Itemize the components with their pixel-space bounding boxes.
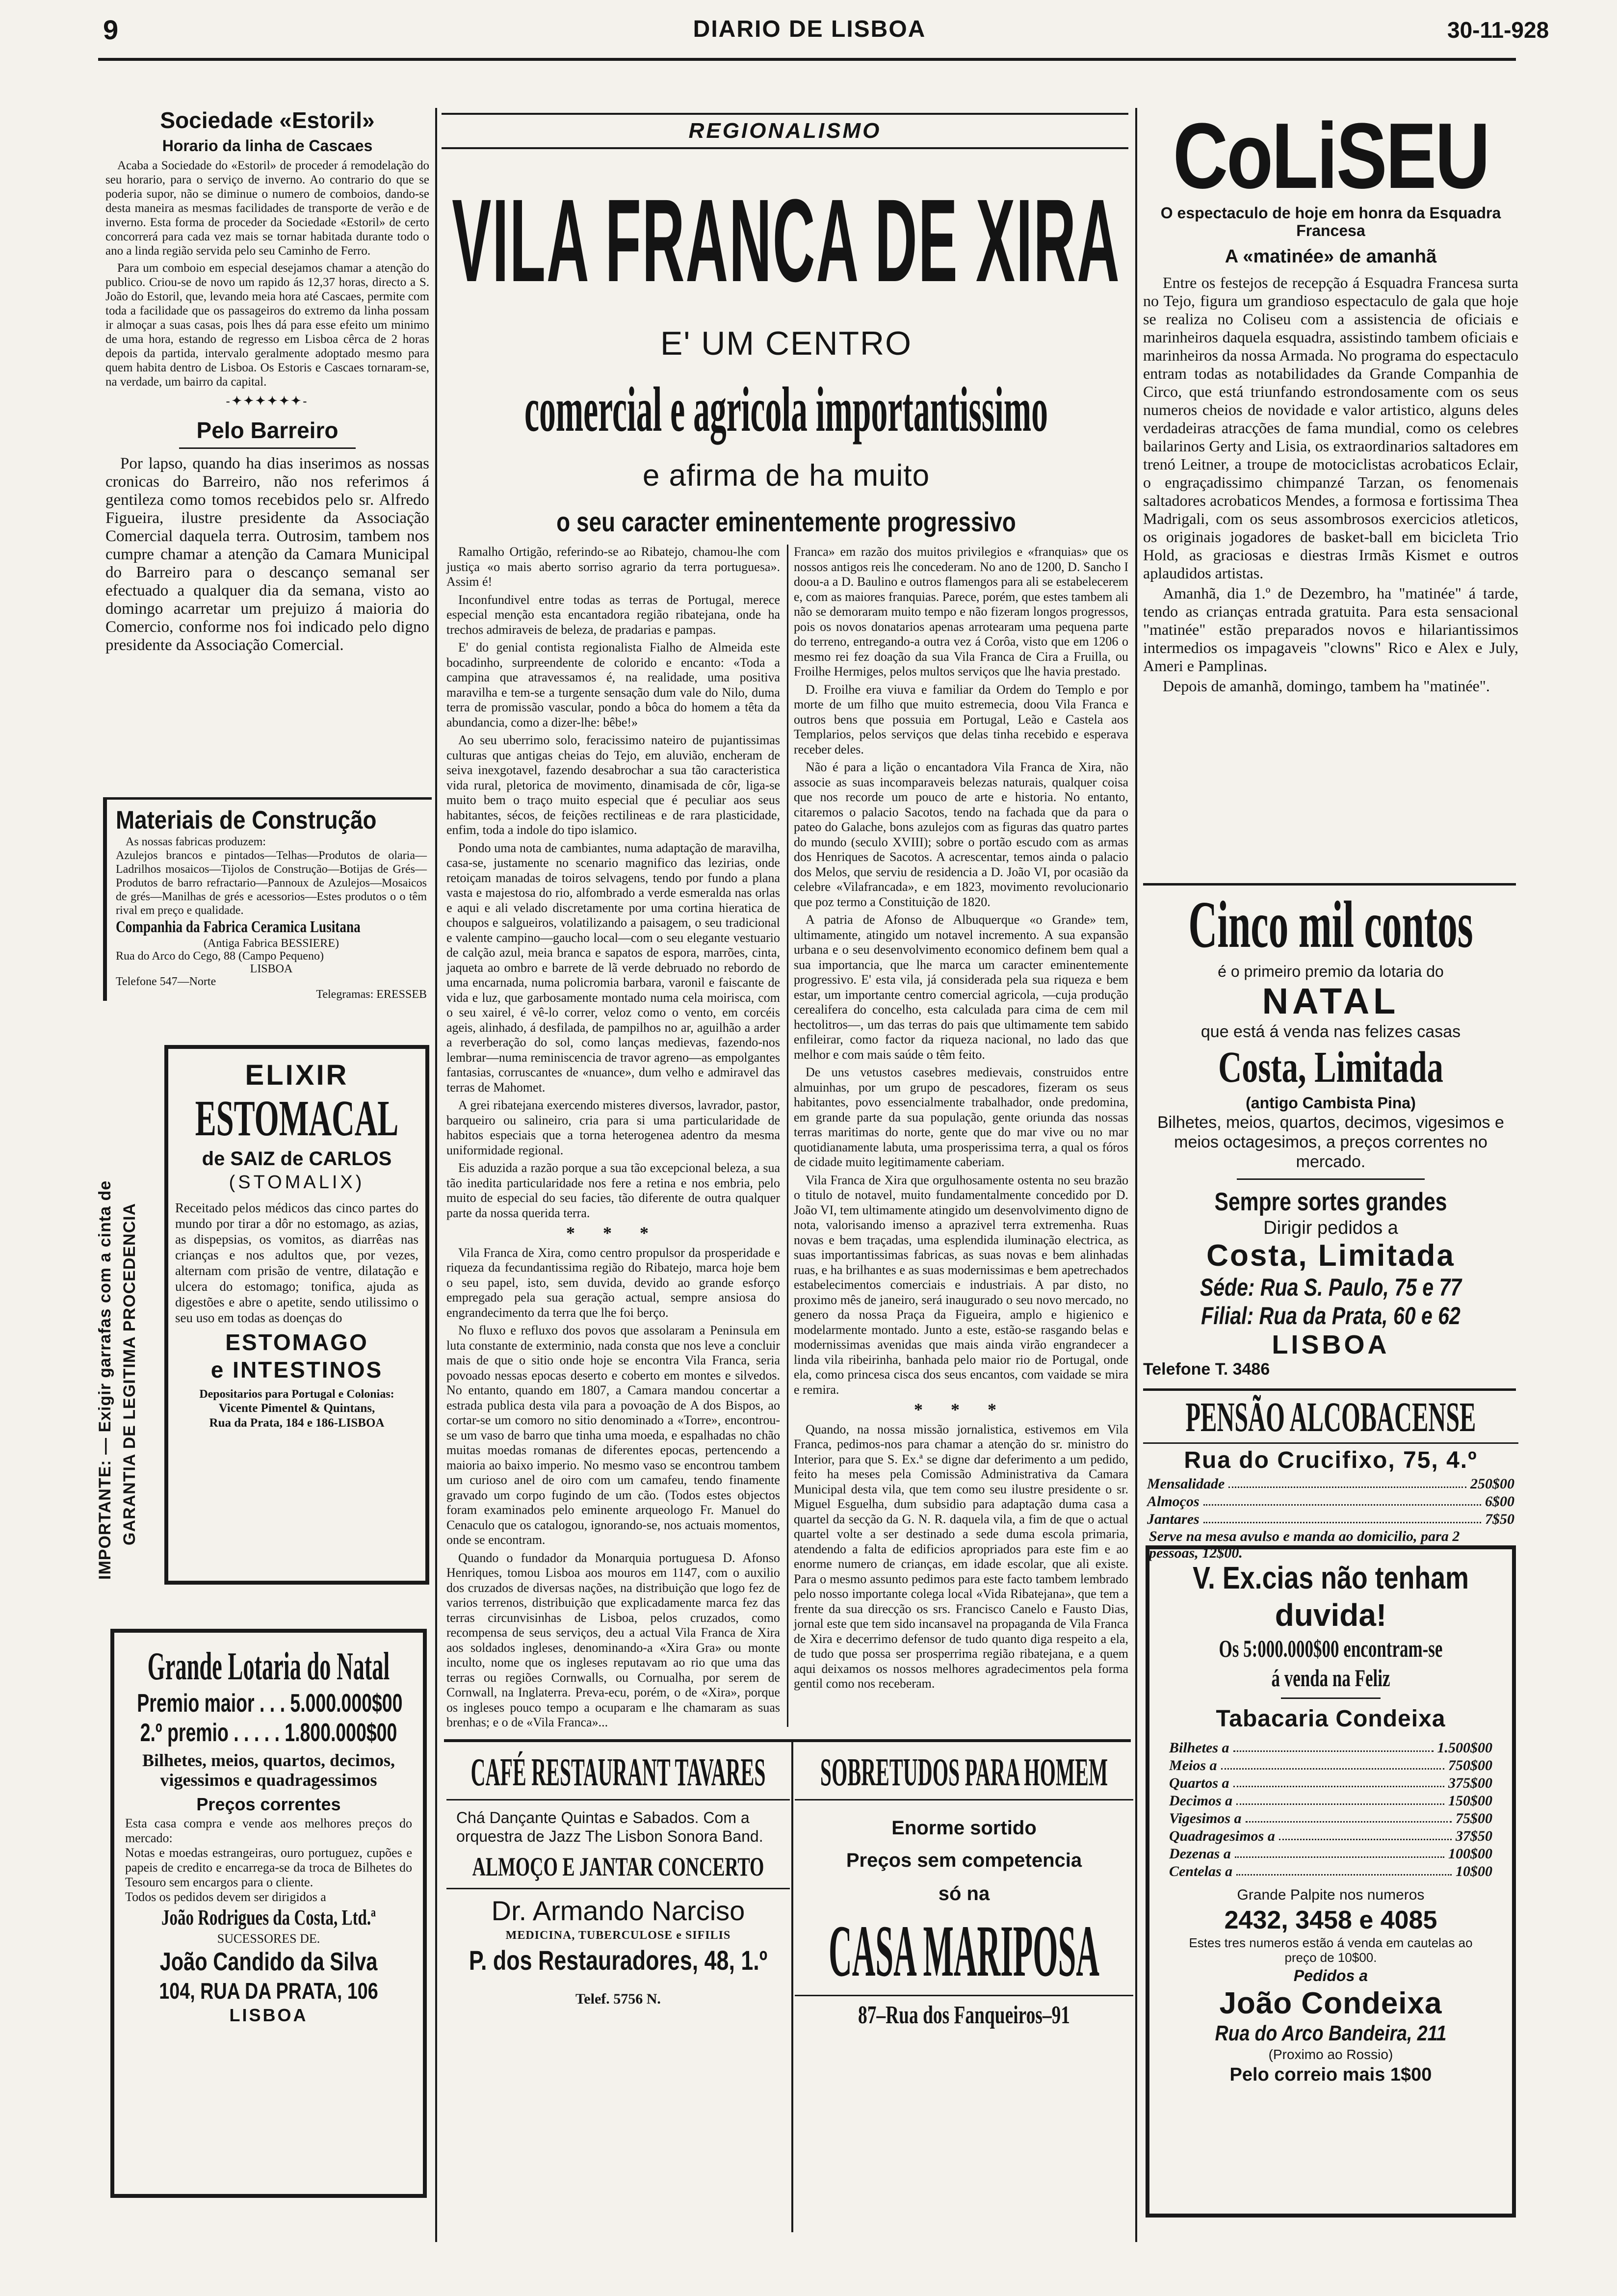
article-inner-rule — [787, 545, 788, 1727]
article-paragraph: Quando o fundador da Monarquia portuguesa D. Afonso Henriques, tomou Lisboa aos mouros em 1147, com o auxilio dos cruzados de diversas nações, na distribuição que logo fez de varios terrenos, distribuição que explicadamente marca fez das terras circunvisinhas de Lisboa, pelos cruzados, como recompensa de seus serviços, deu a actual Vila Franca de Xira aos soldados ingleses, denominando-a «Xira Gra» ou monte inculto, nome que os ingleses reputavam ao rio que uma das terras ou regiões Cornwalls, ou Cornualha, por serem de Cornwall, na Inglaterra. Preva-ecu, porém, o de «Xira», porque os ingleses pouco tempo a ocuparam e lhe chamaram as suas brenhas; e o de «Vila Franca»... — [446, 1550, 780, 1729]
cinco-title: Cinco mil contos — [1188, 888, 1473, 962]
coliseu-subtitle: O espectaculo de hoje em honra da Esquadra Francesa — [1160, 204, 1501, 239]
narciso-name: Dr. Armando Narciso — [491, 1895, 745, 1926]
condeixa-near: (Proximo ao Rossio) — [1268, 2047, 1393, 2062]
coliseu-text2: Amanhã, dia 1.º de Dezembro, ha "matinée" á tarde, tendo as crianças entrada gratuita. Para esta sensacional "matinée" estão preparados novos e hilariantissimos intermedios os impagaveis "clowns" Rico e Alex e July, Ameri e Pamplinas. — [1143, 584, 1518, 675]
deck-2: comercial e agricola importantissimo — [524, 374, 1048, 445]
elixir-title1: ELIXIR — [245, 1059, 349, 1091]
cinco-formerly: (antigo Cambista Pina) — [1246, 1094, 1416, 1112]
cinco-firm2: Costa, Limitada — [1206, 1239, 1455, 1273]
lotaria-items: Bilhetes, meios, quartos, decimos, vigessimos e quadragessimos — [142, 1750, 395, 1790]
elixir-side-text-2: GARANTIA DE LEGITIMA PROCEDENCIA — [120, 1202, 139, 1545]
pensao-row: Mensalidade 250$00 — [1147, 1476, 1514, 1492]
coliseu-sub2: A «matinée» de amanhã — [1225, 246, 1437, 267]
section-stars: * * * — [914, 1400, 1008, 1419]
pensao-row: Almoços 6$00 — [1147, 1493, 1514, 1510]
lotaria-prize1: Premio maior . . . 5.000.000$00 — [137, 1689, 403, 1718]
coliseu-text3: Depois de amanhã, domingo, tambem ha "matinée". — [1163, 677, 1490, 695]
section-stars: * * * — [566, 1223, 660, 1243]
lotaria-subtitle: Preços correntes — [196, 1794, 341, 1814]
condeixa-address: Rua do Arco Bandeira, 211 — [1215, 2021, 1447, 2045]
elixir-title2: ESTOMACAL — [195, 1090, 399, 1147]
lotaria-text1: Esta casa compra e vende aos melhores preços do mercado: — [125, 1816, 412, 1845]
barreiro-title: Pelo Barreiro — [196, 417, 339, 443]
coliseu-title: CoLiSEU — [1173, 104, 1489, 208]
article-paragraph: E' do genial contista regionalista Fialho de Almeida este bocadinho, surpreendente de colorido e encanto: «Toda a campina que atravessamos é, na realidade, uma positiva maravilha e tem-se a turgente sensação dum vale do Nilo, duma terra de promissão vascular, pondo a bôca do homem a têta da abundancia, como a dizer-lhe: bêbe!» — [446, 640, 780, 730]
cafe-text: Chá Dançante Quintas e Sabados. Com a orquestra de Jazz The Lisbon Sonora Band. — [456, 1809, 763, 1845]
estoril-title: Sociedade «Estoril» — [160, 107, 375, 133]
condeixa-row: Dezenas a 100$00 — [1169, 1846, 1492, 1862]
materiais-address: Rua do Arco do Cego, 88 (Campo Pequeno) — [116, 950, 324, 963]
cafe-tagline: ALMOÇO E JANTAR CONCERTO — [472, 1852, 764, 1881]
elixir-side-text-1: IMPORTANTE: — Exigir garrafas com a cinta de — [96, 1180, 114, 1580]
ornament-divider: -✦✦✦✦✦✦- — [226, 395, 309, 408]
article-paragraph: Inconfundivel entre todas as terras de Portugal, merece especial menção esta encantadora região ribatejana, onde ha trechos admiraveis de beleza, de pradarias e pampas. — [446, 592, 780, 637]
condeixa-post: Pelo correio mais 1$00 — [1229, 2064, 1432, 2085]
lotaria-text2: Notas e moedas estrangeiras, ouro portuguez, cupões e papeis de credito e encarrega-se da troca de Bilhetes do Tesouro sem encargos para o cliente. — [125, 1846, 412, 1889]
cinco-sorte: Sempre sortes grandes — [1214, 1188, 1447, 1216]
narciso-address: P. dos Restauradores, 48, 1.º — [469, 1945, 768, 1976]
article-paragraph: D. Froilhe era viuva e familiar da Ordem do Templo e por morte de um filho que muito estremecia, doou Vila Franca e outros bens que possuia em Portugal, Leão e Castela aos Templarios, pelos serviços que delas tinha recebido e esperava receber deles. — [794, 682, 1128, 757]
pensao-top-rule — [1143, 1388, 1516, 1391]
article-paragraph: Ramalho Ortigão, referindo-se ao Ribatejo, chamou-lhe com justiça «o mais aberto sorriso agrario da terra portuguesa». Assim é! — [446, 545, 780, 589]
pensao-address: Rua do Crucifixo, 75, 4.º — [1184, 1447, 1478, 1473]
article-paragraph: Vila Franca de Xira que orgulhosamente ostenta no seu brazão o titulo de notavel, muito fundamentalmente concedido por D. João VI, tem ultimamente atingido um desenvolvimento digno de nota, valorisando imenso a aprazivel terra extremenha. Ruas novas e bem traçadas, uma esplendida iluminação electrica, as suas importantissimas fabricas, as suas novas e bem alinhadas ruas, e ha brilhantes e as suas modernissimas e bem apetrechados estabelecimentos comerciais e industriais. A par disto, no proximo mês de janeiro, será inaugurado o seu novo mercado, no genero da nossa Praça da Figueira, amplo e higienico e modelarmente montado. Junto a este, estão-se rasgando belas e modernissimas avenidas que mais ainda virão engrandecer a linda vila ribeirinha, banhada pelo maior rio de Portugal, onde ela, como princesa cisca dos seus encantos, com vaidade se mira e remira. — [794, 1173, 1128, 1397]
pensao-note: Serve na mesa avulso e manda ao domicilio, para 2 pessoas, 12$00. — [1149, 1528, 1460, 1561]
article-col-2 — [794, 545, 1128, 1695]
cafe-ad — [446, 1749, 790, 2014]
lotaria-city: LISBOA — [229, 2005, 308, 2025]
sobretudos-address: 87–Rua dos Fanqueiros–91 — [858, 2001, 1070, 2029]
materiais-telegram: Telegramas: ERESSEB — [316, 988, 427, 1001]
materiais-phone: Telefone 547—Norte — [116, 975, 216, 988]
cinco-top-rule — [1143, 883, 1516, 886]
cinco-ad — [1143, 888, 1518, 1379]
barreiro-body: Por lapso, quando ha dias inserimos as nossas cronicas do Barreiro, não nos referimos á gentileza como tomos recebidos pelo sr. Alfredo Figueira, ilustre presidente da Associação Comercial daquela terra. Outrosim, tambem nos cumpre chamar a atenção da Camara Municipal do Barreiro para o descanço semanal ser efectuado a qualquer dia da semana, visto ao domingo acarretar um prejuizo á maioria do Comercio, conforme nos foi indicado pelo digno presidente da Associação Comercial. — [105, 455, 429, 654]
cinco-dirigir: Dirigir pedidos a — [1263, 1218, 1398, 1238]
ads-top-rule — [444, 1739, 1131, 1742]
cinco-phone: Telefone T. 3486 — [1143, 1360, 1270, 1379]
elixir-big2: e INTESTINOS — [210, 1357, 383, 1383]
lotaria-title: Grande Lotaria do Natal — [147, 1645, 390, 1688]
article-paragraph: No fluxo e refluxo dos povos que assolaram a Peninsula em luta constante de exterminio, nada consta que nos leve a concluir mais de que o sitio onde hoje se encontra Vila Franca, seria povoado nessas epocas deserto e coberto em montes e silvedos. No entanto, quando em 1807, a Camara mandou concertar a estrada publica desta vila para a povoação de A dos Bispos, ao cortar-se um comoro no sitio denominado a «Torre», encontrou-se um vaso de barro que tinha uma moeda, e espalhadas no chão muitas moedas romanas de diferentes epocas, pertencendo a maioria ao baixo imperio. No mesmo vaso se encontrou tambem um curioso anel de oiro com um camafeu, tendo finamente gravado um corpo fugindo de um cão. (Todos estes objectos foram examinados pelo eminente arqueologo Fr. Manuel do Cenaculo que os catalogou, ignorando-se, nos actuais momentos, onde se encontram. — [446, 1323, 780, 1547]
article-paragraph: A grei ribatejana exercendo misteres diversos, lavrador, pastor, barqueiro ou salineiro, cria para si uma particularidade de habitos especiais que a torna heterogenea adentro da mesma uniformidade regional. — [446, 1098, 780, 1157]
grande-lotaria-ad — [110, 1629, 427, 2198]
article-paragraph: Franca» em razão dos muitos privilegios e «franquias» que os nossos antigos reis lhe concederam. No ano de 1200, D. Sancho I doou-a a D. Baulino e outros flamengos para ali se estabelecerem e, com as maiores franquias. Parece, porém, que estes tambem ali não se demoraram muito tempo e não fizeram longos progressos, pois os novos donatarios apenas arrotearam uma pequena parte do terreno, entregando-a outra vez á Corôa, visto que em 1206 o mesmo rei fez doação da sua Vila Franca de Cira a Fruilla, ou Froilhe Hermiges, pelos multos serviços que lhe havia prestado. — [794, 545, 1128, 678]
elixir-company: Vicente Pimentel & Quintans, — [218, 1402, 375, 1415]
condeixa-row: Decimos a 150$00 — [1169, 1793, 1492, 1809]
cinco-filial: Filial: Rua da Prata, 60 e 62 — [1201, 1302, 1461, 1330]
article-paragraph: Pondo uma nota de cambiantes, numa adaptação de maravilha, casa-se, justamente no scenario magnifico das lezirias, onde retoiçam manadas de toiros selvagens, tendo por fundo a plana vasta e majestosa do rio, alfombrado a verde esmeralda nas orlas e aqui e ali velado discretamente por uma cortina hieratica de choupos e salgueiros, volatilizando a paisagem, o seu tradicional e valente campino—gaucho local—com o seu elegante vestuario de calção azul, meia branca e sapatos de espora, marrões, cinta, jaqueta ao ombro e barrete de lã verde debruado no rebordo de uma encarnada, numa policromia barbara, varonil e faiscante de vida e luz, que garbosamente montado numa cela moirisca, com o seu xairel, é vê-lo correr, veloz como o vento, em corcéis ageis, alinhado, á desfilada, de pampilhos no ar, aguilhão a arder a reverberação do sol, como lanças medievas, fazendo-nos lembrar—numa reminiscencia de travor agreno—as empolgantes fantasias, corruscantes de «nuance», dum velho e admiravel das terras de Mahomet. — [446, 840, 780, 1095]
article-paragraph: Não é para a lição o encantadora Vila Franca de Xira, não associe as suas incomparaveis belezas naturais, qualquer coisa que nos recorde um pouco de arte e historia. No entanto, citaremos o palacio Sacotos, tendo na fachada que da para o pateo do Galache, bons azulejos com as figuras das quatro partes do mundo (seculo XVIII); sobre o portão escudo com as armas dos Henriques de Sacotos. A acrescentar, temos ainda o palacio dos Melos, que serviu de residencia a D. João VI, por ocasião da celebre «Vilafrancada», e em 1823, movimento revolucionario que poz termo a Constituição de 1820. — [794, 760, 1128, 909]
pensao-title: PENSÃO ALCOBACENSE — [1185, 1393, 1476, 1440]
condeixa-row: Meios a 750$00 — [1169, 1757, 1492, 1774]
masthead-rule — [98, 58, 1516, 61]
deck-4: o seu caracter eminentemente progressivo — [556, 506, 1016, 537]
estoril-paragraph: Acaba a Sociedade do «Estoril» de proceder á remodelação do seu horario, para o serviço de inverno. Ao contrario do que se poderia supor, não se diminue o numero de comboios, dando-se desta maneira as mesmas facilidades de transporte de verão e de inverno. Esta forma de proceder da Sociedade «Estoril» de certo concorrerá para cada vez mais se tornar habitada durante todo o ano a linda região servida pelo seu Caminho de Ferro. — [105, 159, 429, 258]
page-number: 9 — [103, 14, 119, 45]
elixir-maker: de SAIZ de CARLOS — [202, 1148, 392, 1170]
section-label: REGIONALISMO — [688, 119, 882, 143]
deck-3: e afirma de ha muito — [642, 459, 930, 493]
condeixa-numbers: 2432, 3458 e 4085 — [1224, 1906, 1437, 1934]
condeixa-title1: V. Ex.cias não tenham — [1193, 1560, 1469, 1595]
barreiro-title-rule — [179, 447, 356, 449]
deck-1: E' UM CENTRO — [660, 325, 912, 362]
condeixa-name: João Condeixa — [1219, 1986, 1442, 2020]
article-paragraph: Ao seu uberrimo solo, feracissimo nateiro de pujantissimas culturas que antigas cheias do Tejo, em aluvião, encheram de seiva inexgotavel, fazendo desabrochar a sua tão caracteristica vida rural, pletorica de movimento, dinamisada de côr, liga-se muito bem o traço muito especial que é peculiar aos seus habitantes, sécos, de feições rectilineas e de rara plasticidade, enfim, toda a indole do tipo islamico. — [446, 733, 780, 837]
sobretudos-title: SOBRETUDOS PARA HOMEM — [820, 1751, 1108, 1794]
lotaria-text3: Todos os pedidos devem ser dirigidos a — [125, 1890, 326, 1904]
condeixa-line1: Os 5:000.000$00 encontram-se — [1219, 1635, 1443, 1662]
elixir-ad — [164, 1045, 429, 1585]
paper-name: DIARIO DE LISBOA — [693, 16, 926, 42]
coliseu-article — [1143, 104, 1518, 695]
elixir-big1: ESTOMAGO — [225, 1330, 368, 1355]
condeixa-row: Bilhetes a 1.500$00 — [1169, 1740, 1492, 1756]
pensao-ad — [1143, 1393, 1518, 1562]
condeixa-row: Quartos a 375$00 — [1169, 1775, 1492, 1791]
materiais-company: Companhia da Fabrica Ceramica Lusitana — [116, 918, 361, 936]
narciso-specialty: MEDICINA, TUBERCULOSE e SIFILIS — [505, 1929, 731, 1942]
sobretudos-shop: CASA MARIPOSA — [829, 1910, 1099, 1992]
article-paragraph: De uns vetustos casebres medievais, construidos entre almuinhas, por um grupo de pescadores, fizeram os seus habitantes, povo essencialmente trabalhador, onde predomina, em grande parte da sua população, gente oriunda das nossas terras maritimas do norte, gente que do mar vive ou no mar quotidianamente labuta, uma prosperissima terra, a qual os fóros de cidade muito legitimamente caberiam. — [794, 1065, 1128, 1169]
materiais-intro: As nossas fabricas produzem: — [126, 835, 266, 848]
pensao-row: Jantares 7$50 — [1147, 1511, 1514, 1527]
sobretudos-line3: só na — [938, 1883, 990, 1905]
elixir-text: Receitado pelos médicos das cinco partes do mundo por tirar a dôr no estomago, as azias, as dispepsias, os vomitos, as diarrêas nas crianças e nos adultos que, por vezes, alternam com prisão de ventre, dilatação e ulcera do estomago; tonifica, ajuda as digestões e abre o apetite, sendo utilissimo o seu uso em todas as doenças do — [175, 1200, 418, 1325]
estoril-body — [105, 158, 429, 389]
estoril-paragraph: Para um comboio em especial desejamos chamar a atenção do publico. Criou-se de novo um rapido ás 12,37 horas, directo a S. João do Estoril, que, levando meia hora até Cascaes, permite com toda a facilidade que os passageiros do extremo da linha possam ir almoçar a suas casas, pois lhes dá para esse efeito um minimo de uma hora, estando de regresso em Lisboa cêrca de 2 horas depois da partida, intervalo geralmente adoptado mesmo para quem habita dentro de Lisboa. Os Estoris e Cascaes tornaram-se, na verdade, um bairro da capital. — [105, 261, 429, 389]
materiais-ad — [103, 797, 432, 1001]
condeixa-row: Quadragesimos a 37$50 — [1169, 1828, 1492, 1844]
condeixa-ad — [1146, 1545, 1516, 2218]
condeixa-title2: duvida! — [1275, 1597, 1387, 1633]
narciso-phone: Telef. 5756 N. — [575, 1991, 661, 2007]
cinco-text: Bilhetes, meios, quartos, decimos, vigesimos e meios octagesimos, a preços correntes no mercado. — [1157, 1113, 1504, 1171]
issue-date: 30-11-928 — [1447, 17, 1549, 43]
elixir-sub: (STOMALIX) — [229, 1172, 365, 1193]
headline: VILA FRANCA DE XIRA — [452, 175, 1121, 306]
coliseu-text: Entre os festejos de recepção á Esquadra Francesa surta no Tejo, figura um grandioso espectaculo de gala que hoje se realiza no Coliseu com a assistencia de oficiais e marinheiros daquela esquadra, assistindo tambem oficiais e marinheiros da nossa Armada. No programa do espectaculo entram todas as notabilidades da Grande Companhia de Circo, que está triunfando estrondosamente com os seus numeros cheios de novidade e valor artistico, alguns deles verdadeiras atracções de fama mundial, como os celebres bailarinos Gerty and Lisia, os extraordinarios saltadores em trenó Leitner, a troupe de motociclistas acrobaticos Eclair, o engraçadissimo chimpanzé Tarzan, os fenomenais saltadores acrobaticos Mendes, a formosa e fortissima Thea Madrigali, com os seus assombrosos exercicios atleticos, os originais jogadores de basket-ball em bicicleta Trio Hold, as graciosas e diestras Irmãs Kismet e outros aplaudidos artistas. — [1143, 274, 1518, 582]
sobretudos-ad — [795, 1749, 1133, 2033]
condeixa-palpite: Grande Palpite nos numeros — [1237, 1887, 1425, 1903]
elixir-address: Rua da Prata, 184 e 186-LISBOA — [209, 1416, 385, 1430]
materiais-formerly: (Antiga Fabrica BESSIERE) — [204, 937, 339, 950]
materiais-products: Azulejos brancos e pintados—Telhas—Produtos de olaria—Ladrilhos mosaicos—Tijolos de Construção—Botijas de Grés—Produtos de barro refractario—Pannoux de Azulejos—Mosaicos de grés—Manilhas de grés e acessorios—Estes produtos o o têm rival em preço e qualidade. — [116, 849, 427, 917]
condeixa-shop: Tabacaria Condeixa — [1216, 1706, 1446, 1732]
cafe-title: CAFÉ RESTAURANT TAVARES — [470, 1751, 766, 1794]
condeixa-note: Estes tres numeros estão á venda em cautelas ao preço de 10$00. — [1189, 1935, 1473, 1965]
elixir-depositarios: Depositarios para Portugal e Colonias: — [199, 1388, 394, 1401]
condeixa-orders: Pedidos a — [1293, 1967, 1368, 1984]
lotaria-prize2: 2.º premio . . . . . 1.800.000$00 — [140, 1719, 397, 1747]
condeixa-row: Centelas a 10$00 — [1169, 1863, 1492, 1879]
condeixa-row: Vigesimos a 75$00 — [1169, 1810, 1492, 1826]
cinco-line1: é o primeiro premio da lotaria do — [1218, 963, 1444, 980]
materiais-title: Materiais de Construção — [116, 806, 377, 835]
article-paragraph: Vila Franca de Xira, como centro propulsor da prosperidade e riqueza da fecundantissima região do Ribatejo, marca hoje bem o seu papel, isto, sem duvida, devido ao grande esforço empregado pela sua geração actual, sempre ansiosa do engrandecimento da terra que lhe foi berço. — [446, 1245, 780, 1320]
lotaria-name: João Candido da Silva — [159, 1948, 378, 1976]
sobretudos-line1: Enorme sortido — [891, 1817, 1037, 1839]
article-col-1 — [446, 545, 780, 1733]
estoril-article — [105, 105, 429, 657]
cinco-line2: que está á venda nas felizes casas — [1200, 1022, 1461, 1041]
cinco-natal: NATAL — [1262, 981, 1400, 1021]
article-paragraph: A patria de Afonso de Albuquerque «o Grande» tem, ultimamente, atingido um notavel incremento. A sua expansão urbana e o seu desenvolvimento economico definem bem qual a sua importancia, que lhe marca um caracter eminentemente progressivo. E' esta vila, já considerada pela sua riqueza e bem estar, um importante centro comercial agricola, —cuja produção cerealifera do concelho, esta calculada para cima de cem mil hectolitros—, um das terras do pais que ultimamente tem sabido enfileirar, como factor da riqueza nacional, no lado das que melhor e com mais saúde o têm feito. — [794, 913, 1128, 1062]
regionalismo-header — [442, 113, 1128, 149]
lotaria-firm: João Rodrigues da Costa, Ltd.ª — [161, 1905, 376, 1930]
cinco-sede: Séde: Rua S. Paulo, 75 e 77 — [1200, 1274, 1462, 1301]
article-paragraph: Quando, na nossa missão jornalistica, estivemos em Vila Franca, pedimos-nos para chamar a atenção do sr. ministro do Interior, para que S. Ex.ª se digne dar deferimento a um pedido, feito ha meses pela Comissão Administrativa da Camara Municipal desta vila, que tem como seu ilustre presidente o sr. Miguel Esguelha, dum subsidio para adaptação duma casa a quartel da secção da G. N. R. daquela vila, a fim de que o actual quartel volte a ser destinado a sede duma escola primaria, atendendo a falta de edificios apropriados para este fim e ao enorme numero de crianças, em idade escolar, que ali existe. Para o mesmo assunto pedimos para este facto tambem lembrado pelo nosso importante colega local «Vida Ribatejana», que tem a frente da sua direcção os srs. Francisco Canelo e Fausto Dias, jornal este que tem sido incansavel na propaganda de Vila Franca de Xira e decerrimo defensor de tudo quanto diga respeito a ela, de tudo que possa ser prosperrima região ribatejana, e a quem aqui deixamos os nossos melhores agradecimentos pela forma gentil como nos receberam. — [794, 1422, 1128, 1691]
condeixa-line2: á venda na Feliz — [1271, 1664, 1390, 1692]
estoril-subtitle: Horario da linha de Cascaes — [162, 137, 373, 155]
cinco-firm: Costa, Limitada — [1218, 1043, 1443, 1092]
article-paragraph: Eis aduzida a razão porque a sua tão excepcional beleza, a sua tão inedita particularidade nos fere a retina e nos embria, pelo muito de especial do seu facies, tão diferente de outra qualquer parte da nossa querida terra. — [446, 1161, 780, 1220]
lotaria-address: 104, RUA DA PRATA, 106 — [159, 1978, 378, 2004]
lotaria-successors: SUCESSORES DE. — [217, 1931, 320, 1946]
cinco-city: LISBOA — [1272, 1330, 1390, 1359]
materiais-city: LISBOA — [250, 963, 293, 975]
sobretudos-line2: Preços sem competencia — [846, 1850, 1082, 1871]
